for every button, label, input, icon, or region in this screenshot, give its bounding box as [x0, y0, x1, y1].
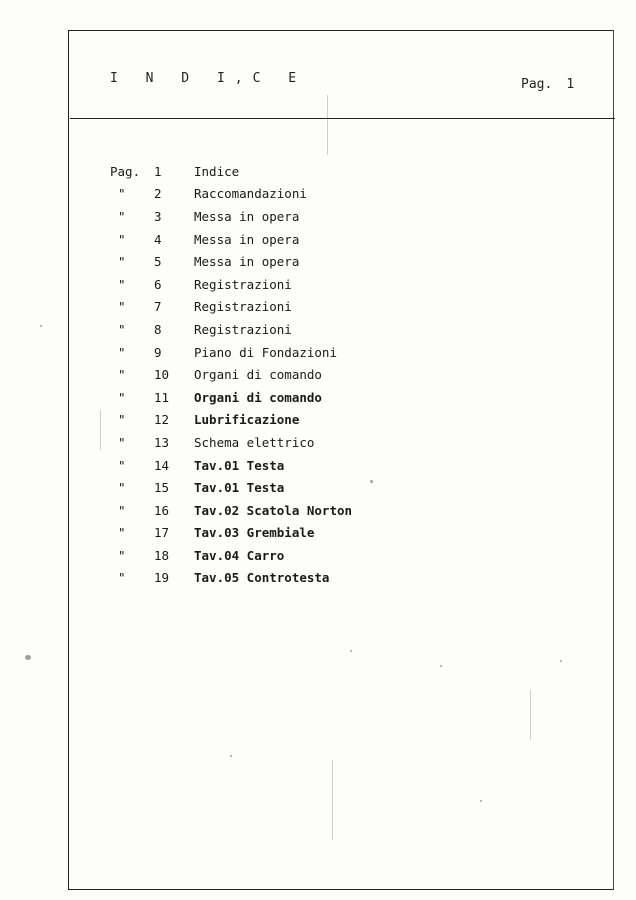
toc-row: [110, 544, 430, 567]
toc-section-title: Tav.01 Testa: [194, 480, 285, 496]
toc-page-prefix: Pag.: [110, 163, 141, 179]
toc-page-prefix: ": [118, 525, 126, 541]
toc-page-number: 16: [154, 502, 170, 518]
toc-row: [110, 409, 430, 432]
toc-page-number: 5: [154, 254, 162, 270]
toc-row: [110, 273, 430, 296]
page-number-label: [521, 77, 574, 92]
toc-row: [110, 205, 430, 228]
toc-row: [110, 522, 430, 545]
toc-section-title: Tav.02 Scatola Norton: [194, 502, 353, 518]
toc-section-title: Tav.03 Grembiale: [194, 525, 315, 541]
toc-page-prefix: ": [118, 480, 126, 496]
toc-page-number: 11: [154, 389, 170, 405]
toc-section-title: Messa in opera: [194, 231, 300, 247]
toc-page-number: 7: [154, 299, 162, 315]
toc-page-prefix: ": [118, 186, 126, 202]
toc-section-title: Registrazioni: [194, 321, 292, 337]
toc-page-number: 18: [154, 547, 170, 563]
toc-page-prefix: ": [118, 231, 126, 247]
toc-row: [110, 476, 430, 499]
toc-page-number: 14: [154, 457, 170, 473]
toc-page-prefix: ": [118, 547, 126, 563]
page-number: 1: [566, 77, 575, 92]
toc-section-title: Registrazioni: [194, 276, 292, 292]
toc-page-number: 3: [154, 208, 162, 224]
toc-page-number: 4: [154, 231, 162, 247]
toc-row: [110, 341, 430, 364]
table-of-contents: [110, 160, 430, 589]
toc-page-number: 15: [154, 480, 170, 496]
toc-row: [110, 250, 430, 273]
toc-row: [110, 431, 430, 454]
toc-page-prefix: ": [118, 344, 126, 360]
toc-row: [110, 499, 430, 522]
toc-section-title: Messa in opera: [194, 208, 300, 224]
toc-page-prefix: ": [118, 457, 126, 473]
page-title: I N D I,C E: [110, 71, 307, 86]
toc-section-title: Tav.01 Testa: [194, 457, 285, 473]
header-rule: [70, 118, 615, 119]
toc-page-prefix: ": [118, 570, 126, 586]
toc-row: [110, 296, 430, 319]
toc-page-prefix: ": [118, 299, 126, 315]
toc-page-number: 19: [154, 570, 170, 586]
toc-section-title: Indice: [194, 163, 240, 179]
toc-section-title: Schema elettrico: [194, 434, 315, 450]
toc-row: [110, 183, 430, 206]
toc-row: [110, 454, 430, 477]
page-label: Pag.: [521, 77, 553, 92]
toc-page-number: 1: [154, 163, 162, 179]
toc-page-prefix: ": [118, 254, 126, 270]
toc-page-number: 13: [154, 434, 170, 450]
toc-page-prefix: ": [118, 367, 126, 383]
toc-section-title: Messa in opera: [194, 254, 300, 270]
toc-page-number: 2: [154, 186, 162, 202]
toc-row: [110, 318, 430, 341]
toc-row: [110, 228, 430, 251]
toc-section-title: Tav.05 Controtesta: [194, 570, 330, 586]
toc-page-prefix: ": [118, 321, 126, 337]
toc-row: [110, 363, 430, 386]
toc-section-title: Registrazioni: [194, 299, 292, 315]
toc-section-title: Organi di comando: [194, 389, 322, 405]
toc-page-prefix: ": [118, 434, 126, 450]
toc-section-title: Tav.04 Carro: [194, 547, 285, 563]
toc-page-number: 8: [154, 321, 162, 337]
toc-section-title: Organi di comando: [194, 367, 322, 383]
toc-section-title: Lubrificazione: [194, 412, 300, 428]
toc-page-prefix: ": [118, 276, 126, 292]
toc-section-title: Raccomandazioni: [194, 186, 307, 202]
toc-page-prefix: ": [118, 502, 126, 518]
toc-row: [110, 386, 430, 409]
toc-page-number: 17: [154, 525, 170, 541]
toc-page-prefix: ": [118, 389, 126, 405]
toc-page-number: 10: [154, 367, 170, 383]
toc-page-number: 12: [154, 412, 170, 428]
toc-page-prefix: ": [118, 412, 126, 428]
toc-section-title: Piano di Fondazioni: [194, 344, 337, 360]
toc-row: [110, 567, 430, 590]
toc-page-number: 6: [154, 276, 162, 292]
toc-page-prefix: ": [118, 208, 126, 224]
toc-page-number: 9: [154, 344, 162, 360]
toc-row: [110, 160, 430, 183]
